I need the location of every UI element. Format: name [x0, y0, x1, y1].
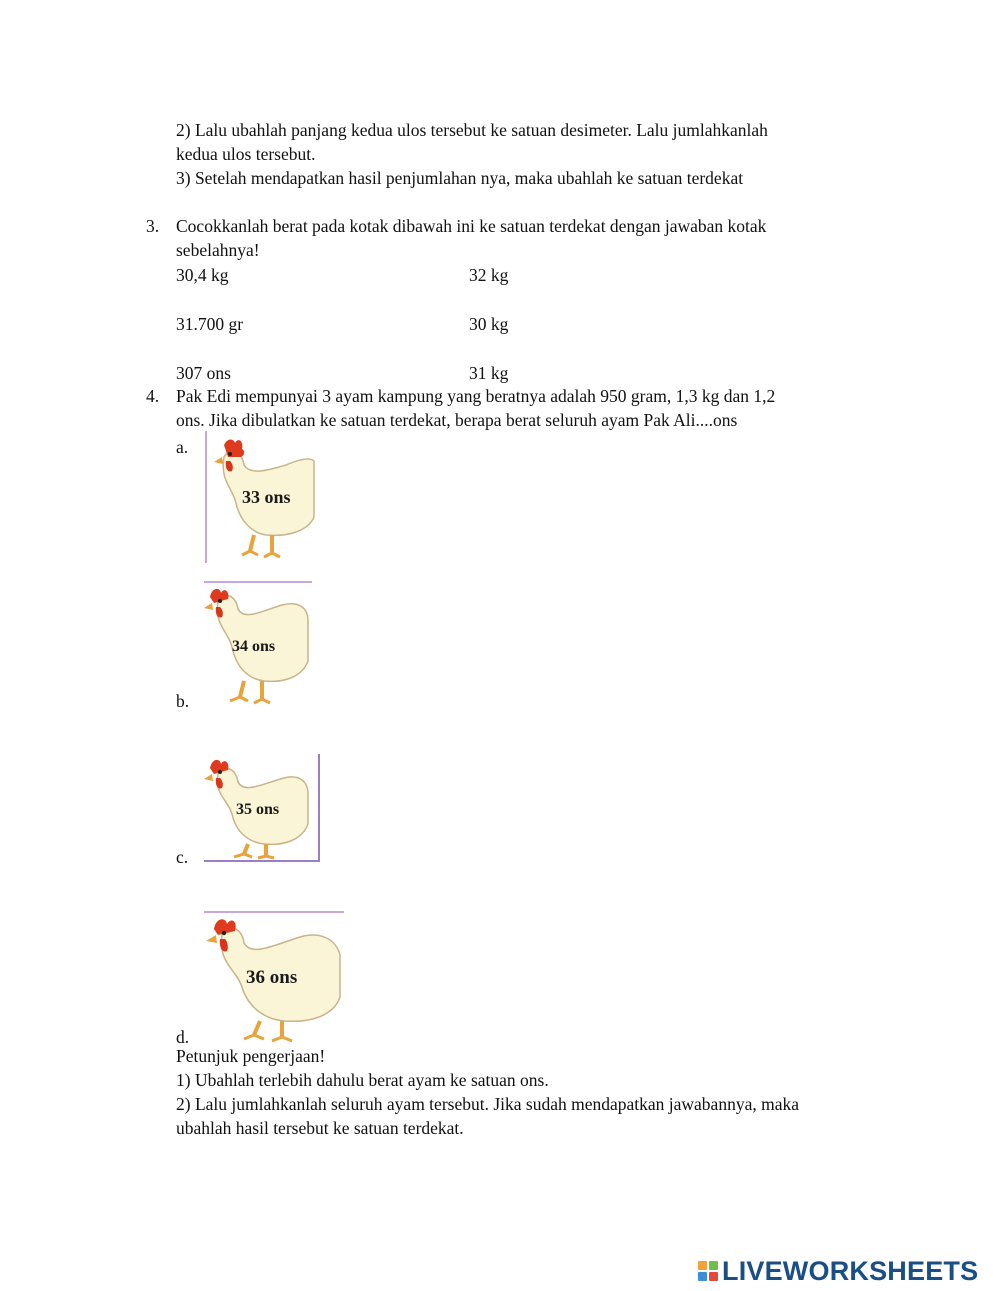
logo-square	[698, 1261, 707, 1270]
match-right-item[interactable]: 31 kg	[469, 363, 509, 383]
chicken-icon	[204, 754, 322, 864]
instruction-step-2-line-2: ubahlah hasil tersebut ke satuan terdekat.	[176, 1118, 464, 1138]
option-b-chicken-image[interactable]	[204, 581, 312, 707]
option-b-letter: b.	[176, 691, 190, 711]
question-3-text-line-1: Cocokkanlah berat pada kotak dibawah ini ke satuan terdekat dengan jawaban kotak	[176, 216, 767, 236]
option-a-chicken-image[interactable]	[204, 431, 316, 563]
option-c-chicken-image[interactable]	[204, 754, 322, 864]
match-right-item[interactable]: 32 kg	[469, 265, 509, 285]
logo-square	[709, 1272, 718, 1281]
prev-step-2-line-2: kedua ulos tersebut.	[176, 144, 316, 164]
option-d-letter: d.	[176, 1027, 190, 1047]
chicken-icon	[204, 911, 344, 1043]
logo-text: LIVEWORKSHEETS	[722, 1255, 979, 1286]
logo-square	[698, 1272, 707, 1281]
match-right-item[interactable]: 30 kg	[469, 314, 509, 334]
chicken-weight-label: 33 ons	[242, 487, 291, 507]
liveworksheets-logo[interactable]	[698, 1256, 978, 1286]
question-3-text-line-2: sebelahnya!	[176, 240, 260, 260]
chicken-icon	[204, 431, 316, 563]
question-4-text-line-1: Pak Edi mempunyai 3 ayam kampung yang beratnya adalah 950 gram, 1,3 kg dan 1,2	[176, 386, 776, 406]
prev-step-3: 3) Setelah mendapatkan hasil penjumlahan nya, maka ubahlah ke satuan terdekat	[176, 168, 744, 188]
option-a-letter: a.	[176, 437, 189, 457]
instructions-title: Petunjuk pengerjaan!	[176, 1046, 326, 1066]
question-4-number: 4.	[146, 386, 160, 406]
chicken-icon	[204, 581, 312, 707]
match-left-item[interactable]: 31.700 gr	[176, 314, 244, 334]
instruction-step-2-line-1: 2) Lalu jumlahkanlah seluruh ayam tersebut. Jika sudah mendapatkan jawabannya, maka	[176, 1094, 799, 1114]
chicken-weight-label: 35 ons	[236, 801, 280, 818]
match-left-item[interactable]: 30,4 kg	[176, 265, 229, 285]
liveworksheets-logo-icon	[698, 1261, 718, 1281]
question-4-text-line-2: ons. Jika dibulatkan ke satuan terdekat, berapa berat seluruh ayam Pak Ali....ons	[176, 410, 738, 430]
question-3-number: 3.	[146, 216, 160, 236]
match-left-item[interactable]: 307 ons	[176, 363, 231, 383]
chicken-weight-label: 34 ons	[232, 638, 276, 655]
prev-step-2-line-1: 2) Lalu ubahlah panjang kedua ulos tersebut ke satuan desimeter. Lalu jumlahkanlah	[176, 120, 768, 140]
instruction-step-1: 1) Ubahlah terlebih dahulu berat ayam ke satuan ons.	[176, 1070, 549, 1090]
option-d-chicken-image[interactable]	[204, 911, 344, 1043]
logo-square	[709, 1261, 718, 1270]
chicken-weight-label: 36 ons	[246, 967, 298, 988]
option-c-letter: c.	[176, 847, 189, 867]
